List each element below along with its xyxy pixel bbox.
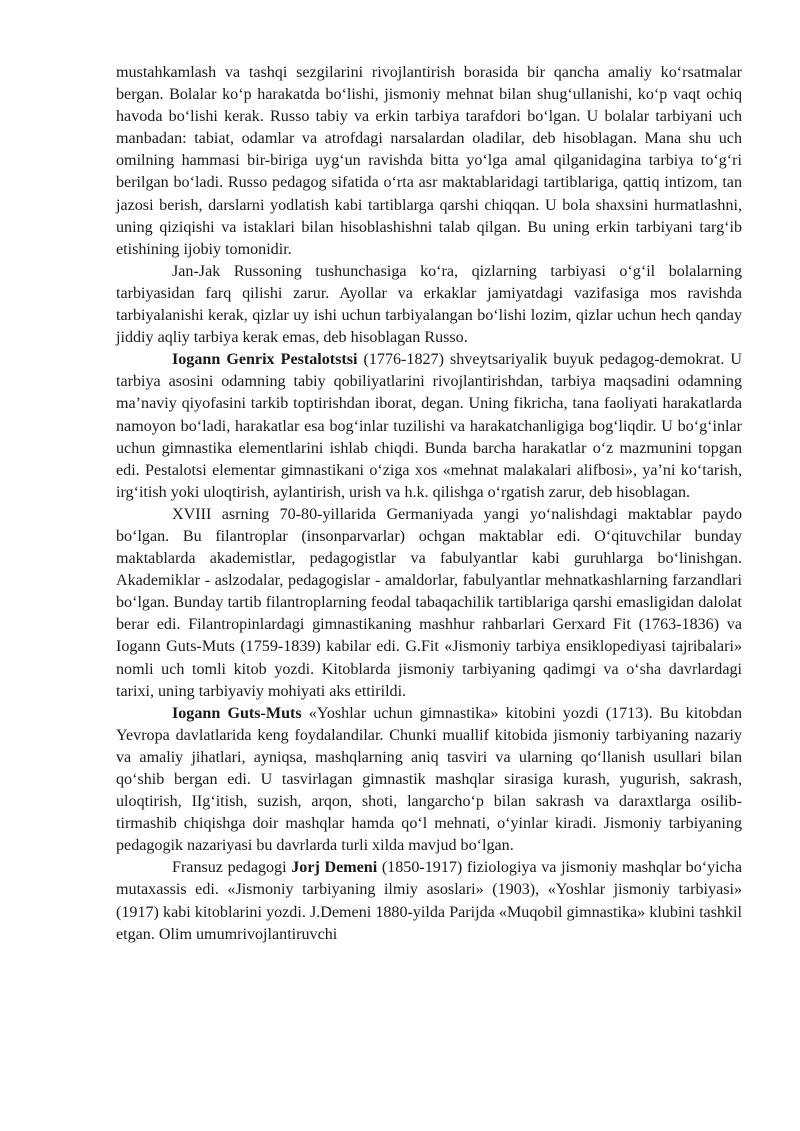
paragraph-demeny bbox=[116, 857, 742, 945]
paragraph-guts-muts bbox=[116, 703, 742, 858]
person-name-bold: Iogann Guts-Muts bbox=[172, 704, 302, 722]
paragraph-russo-recommendations bbox=[116, 62, 742, 261]
paragraph-text: mustahkamlash va tashqi sezgilarini rivojlantirish borasida bir qancha amaliy koʻrsatmalar bergan. Bolalar koʻp harakatda boʻlishi, jismoniy mehnat bilan shugʻullanishi, koʻp vaqt ochiq havoda boʻlishi kerak. Russo tabiy va erkin tarbiya tarafdori boʻlgan. U bolalar tarbiyani uch manbadan: tabiat, odamlar va atrofdagi narsalardan oladilar, deb hisoblagan. Mana shu uch omilning hammasi bir-biriga uygʻun ravishda bitta yoʻlga amal qilganidagina tarbiya toʻgʻri berilgan boʻladi. Russo pedagog sifatida oʻrta asr maktablaridagi tartiblariga, qattiq intizom, tan jazosi berish, darslarni yodlatish kabi tartiblarga qarshi chiqqan. U bola shaxsini hurmatlashni, uning qiziqishi va istaklari bilan hisoblashishni talab qilgan. Bu uning erkin tarbiyani targʻib etishining ijobiy tomonidir. bbox=[116, 64, 742, 258]
document-page bbox=[116, 62, 742, 946]
paragraph-pestalozzi bbox=[116, 349, 742, 504]
paragraph-lead-text: Fransuz pedagogi bbox=[172, 859, 292, 877]
paragraph-russo-girls-education bbox=[116, 261, 742, 349]
paragraph-text: Jan-Jak Russoning tushunchasiga koʻra, qizlarning tarbiyasi oʻgʻil bolalarning tarbiyasidan farq qilishi zarur. Ayollar va erkaklar jamiyatdagi vazifasiga mos ravishda tarbiyalanishi kerak, qizlar uy ishi uchun tarbiyalangan boʻlishi lozim, qizlar uchun hech qanday jiddiy aqliy tarbiya kerak emas, deb hisoblagan Russo. bbox=[116, 262, 742, 347]
person-name-bold: Jorj Demeni bbox=[291, 859, 378, 877]
paragraph-text: (1776-1827) shveytsariyalik buyuk pedagog-demokrat. U tarbiya asosini odamning tabiy qobiliyatlarini rivojlantirishdan, tarbiya maqsadini odamning maʼnaviy qiyofasini tarkib toptirishdan iborat, degan. Uning fikricha, tana faoliyati harakatlarda namoyon boʻladi, harakatlar esa bogʻinlar tuzilishi va harakatchanligiga bogʻliqdir. U boʻgʻinlar uchun gimnastika elementlarini ishlab chiqdi. Bunda barcha harakatlar oʻz mazmunini topgan edi. Pestalotsi elementar gimnastikani oʻziga xos «mehnat malakalari alifbosi», yaʼni koʻtarish, irgʻitish yoki uloqtirish, aylantirish, urish va h.k. qilishga oʻrgatish zarur, deb hisoblagan. bbox=[116, 351, 742, 501]
paragraph-philanthropists bbox=[116, 504, 742, 703]
paragraph-text: «Yoshlar uchun gimnastika» kitobini yozdi (1713). Bu kitobdan Yevropa davlatlarida keng foydalandilar. Chunki muallif kitobida jismoniy tarbiyaning nazariy va amaliy jihatlari, ayniqsa, mashqlarning aniq tasviri va ularning qoʻllanish usullari bilan qoʻshib bergan edi. U tasvirlagan gimnastik mashqlar sirasiga kurash, yugurish, sakrash, uloqtirish, IIgʻitish, suzish, arqon, shoti, langarchoʻp bilan sakrash va daraxtlarga osilib-tirmashib chiqishga doir mashqlar hamda qoʻl mehnati, oʻyinlar kiradi. Jismoniy tarbiyaning pedagogik nazariyasi bu davrlarda turli xilda mavjud boʻlgan. bbox=[116, 704, 742, 855]
paragraph-text: XVIII asrning 70-80-yillarida Germaniyada yangi yoʻnalishdagi maktablar paydo boʻlgan. Bu filantroplar (insonparvarlar) ochgan maktablar edi. Oʻqituvchilar bunday maktablarda akademistlar, pedagogistlar va fabulyantlar kabi guruhlarga boʻlinishgan. Akademiklar - aslzodalar, pedagogislar - amaldorlar, fabulyantlar mehnatkashlarning farzandlari boʻlgan. Bunday tartib filantroplarning feodal tabaqachilik tartiblariga qarshi emasligidan dalolat berar edi. Filantropinlardagi gimnastikaning mashhur rahbarlari Gerxard Fit (1763-1836) va Iogann Guts-Muts (1759-1839) kabilar edi. G.Fit «Jismoniy tarbiya ensiklopediyasi tajribalari» nomli uch tomli kitob yozdi. Kitoblarda jismoniy tarbiyaning qadimgi va oʻsha davrlardagi tarixi, uning tarbiyaviy mohiyati aks ettirildi. bbox=[116, 505, 742, 700]
person-name-bold: Iogann Genrix Pestalotstsi bbox=[172, 351, 358, 369]
paragraph-text: (1850-1917) fiziologiya va jismoniy mashqlar boʻyicha mutaxassis edi. «Jismoniy tarbiyaning ilmiy asoslari» (1903), «Yoshlar jismoniy tarbiyasi» (1917) kabi kitoblarini yozdi. J.Demeni 1880-yilda Parijda «Muqobil gimnastika» klubini tashkil etgan. Olim umumrivojlantiruvchi bbox=[116, 859, 742, 943]
